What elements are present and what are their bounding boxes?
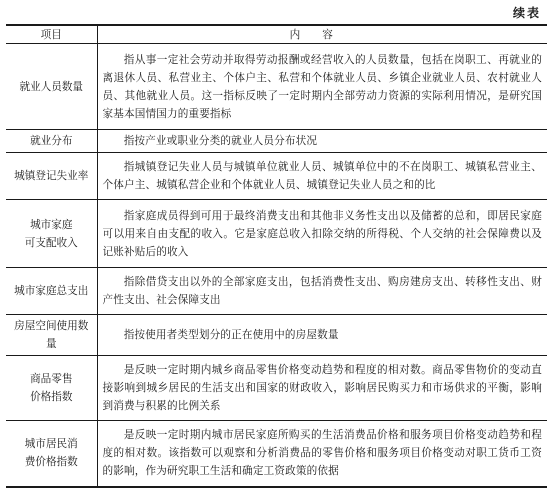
- row-term: [6, 356, 97, 421]
- table-row: [6, 44, 547, 130]
- row-content: 是反映一定时期内城乡商品零售价格变动趋势和程度的相对数。商品零售物价的变动直接影响到城乡居民的生活支出和国家的财政收入，影响居民购买力和市场供求的平衡，影响到消费与积累的比例关系: [97, 356, 547, 421]
- row-term: [6, 421, 97, 487]
- row-term: [6, 315, 97, 356]
- column-header-term: 项目: [6, 25, 97, 44]
- row-content: 指按产业或职业分类的就业人员分布状况: [97, 130, 547, 153]
- table-row: [6, 356, 547, 421]
- row-term-line: 城市家庭: [30, 218, 73, 231]
- table-row: [6, 268, 547, 315]
- row-term-line: 可支配收入: [24, 236, 78, 249]
- row-term: [6, 44, 97, 130]
- row-content: 指按使用者类型划分的正在使用中的房屋数量: [97, 315, 547, 356]
- row-term-line: 就业分布: [30, 135, 73, 147]
- row-term: [6, 130, 97, 153]
- row-term-line: 价格指数: [30, 391, 73, 403]
- definition-table: [6, 24, 547, 488]
- row-content: 指城镇登记失业人员与城镇单位就业人员、城镇单位中的不在岗职工、城镇私营业主、个体户主、城镇私营企业和个体就业人员、城镇登记失业人员之和的比: [97, 153, 547, 200]
- row-term-line: 商品零售: [30, 373, 73, 385]
- row-content: 指除借贷支出以外的全部家庭支出，包括消费性支出、购房建房支出、转移性支出、财产性支出、社会保障支出: [97, 268, 547, 315]
- row-term: [6, 153, 97, 200]
- row-term-line: 房屋空间使用数量: [14, 320, 89, 350]
- column-header-content: 内容: [97, 25, 547, 44]
- row-term-line: 费价格指数: [24, 456, 78, 469]
- continued-label: 续表: [512, 6, 541, 20]
- row-term: [6, 268, 97, 315]
- row-term: [6, 200, 97, 268]
- table-row: [6, 421, 547, 487]
- row-content: 指家庭成员得到可用于最终消费支出和其他非义务性支出以及储蓄的总和，即居民家庭可以用来自由支配的收入。它是家庭总收入扣除交纳的所得税、个人交纳的社会保障费以及记账补贴后的收入: [97, 200, 547, 268]
- table-header-row: [6, 25, 547, 44]
- row-content: 指从事一定社会劳动并取得劳动报酬或经营收入的人员数量，包括在岗职工、再就业的离退休人员、私营业主、个体户主、私营和个体就业人员、乡镇企业就业人员、农村就业人员、其他就业人员。这一指标反映了一定时期内全部劳动力资源的实际利用情况，是研究国家基本国情国力的重要指标: [97, 44, 547, 130]
- row-term-line: 就业人员数量: [19, 80, 84, 93]
- row-content: 是反映一定时期内城市居民家庭所购买的生活消费品价格和服务项目价格变动趋势和程度的相对数。该指数可以观察和分析消费品的零售价格和服务项目价格变动对职工货币工资的影响，作为研究职工生活和确定工资政策的依据: [97, 421, 547, 487]
- table-row: [6, 130, 547, 153]
- table-row: [6, 315, 547, 356]
- row-term-line: 城镇登记失业率: [14, 170, 89, 182]
- row-term-line: 城市居民消: [24, 438, 78, 451]
- table-row: [6, 153, 547, 200]
- row-term-line: 城市家庭总支出: [14, 285, 89, 297]
- table-row: [6, 200, 547, 268]
